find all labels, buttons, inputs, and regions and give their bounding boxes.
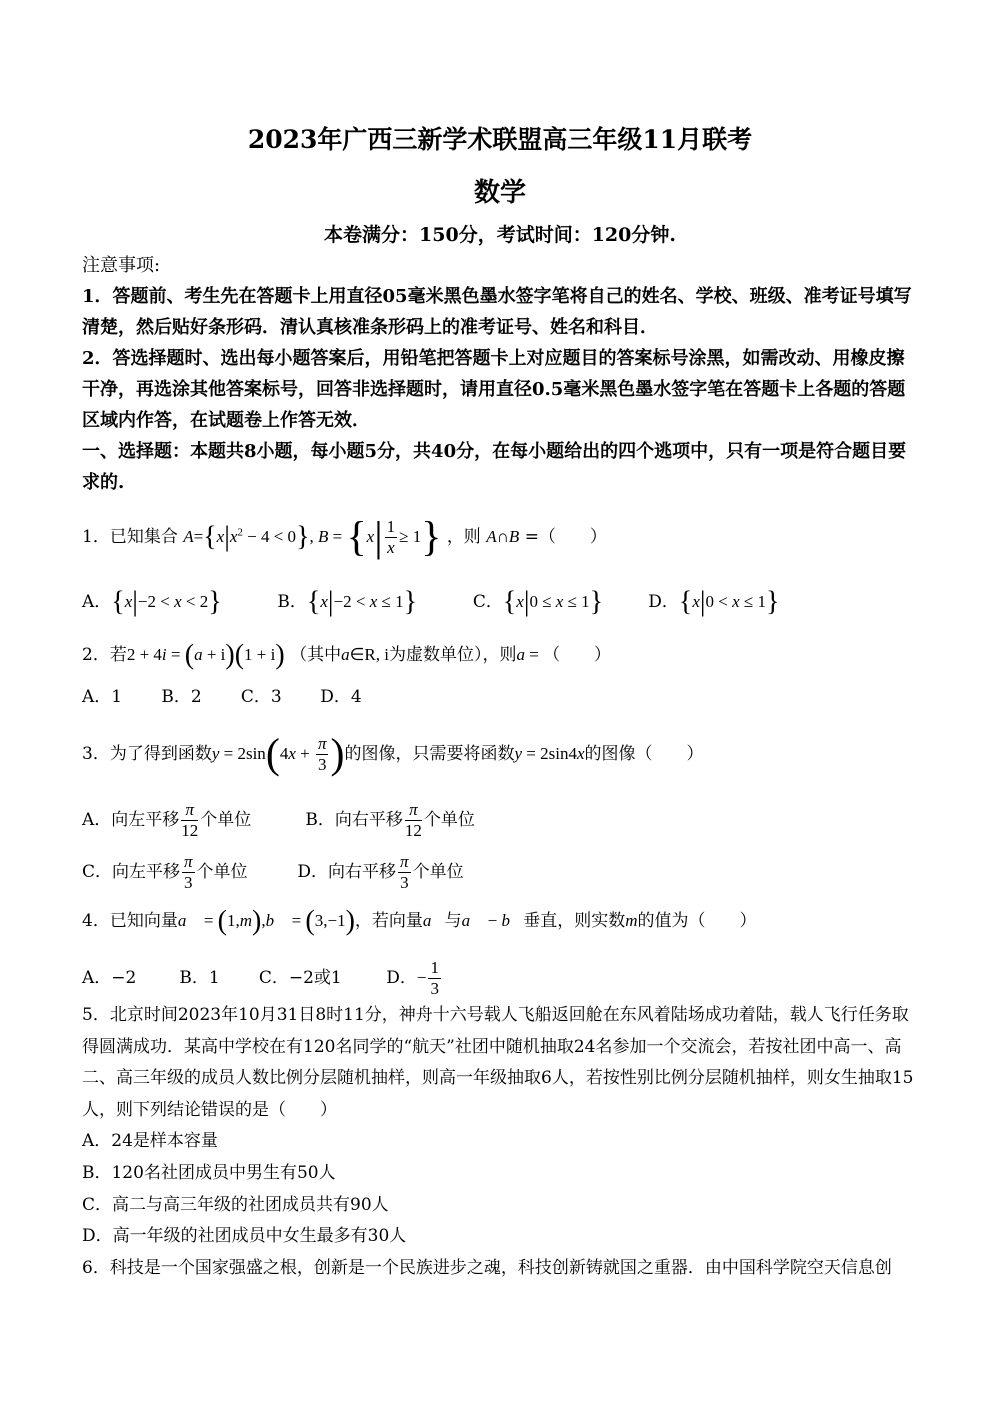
q1-option-b: B．{x|−2 < x ≤ 1} — [277, 586, 418, 618]
q1-option-a: A．{x|−2 < x < 2} — [82, 586, 222, 618]
question-3: 3．为了得到函数y = 2sin(4x + $\frac{\pi}{3}$ )的图像，只需要将函数y = 2sin4x的图像（ ） — [82, 731, 704, 778]
q1-prefix: 1．已知集合 — [82, 527, 178, 547]
note-item-2: 2．答选择题时、选出每小题答案后，用铅笔把答题卡上对应题目的答案标号涂黑，如需改动、用橡皮擦干净，再选涂其他答案标号，回答非选择题时，请用直径0.5毫米黑色墨水签字笔在答题卡上各题的答题区域内作答，在试题卷上作答无效． — [82, 348, 906, 431]
q4-option-d: D．− $\frac{1}{3}$ — [386, 958, 439, 998]
subject-title: 数学 — [473, 178, 526, 208]
notes-heading: 注意事项: — [82, 255, 161, 276]
q4-option-a: A．−2 — [82, 968, 137, 988]
q4-options — [82, 958, 443, 999]
q1-paren: =（ ） — [524, 527, 607, 547]
q3-options-ab — [82, 800, 475, 841]
q3-option-c: C．向左平移 $\frac{\pi}{3}$ 个单位 — [82, 852, 248, 892]
question-4: 4．已知向量a⃗ = (1,m),b⃗ = (3,−1)，若向量a⃗与a⃗ − b⃗垂直，则实数m的值为（ ） — [82, 905, 757, 937]
exam-info: 本卷满分：150分，考试时间：120分钟. — [324, 224, 676, 246]
q2-option-c: C．3 — [240, 687, 282, 707]
q4-option-b: B．1 — [179, 968, 220, 988]
q5-option-a: A．24是样本容量 — [82, 1131, 218, 1151]
q2-option-b: B．2 — [161, 687, 202, 707]
q5-option-c: C．高二与高三年级的社团成员共有90人 — [82, 1195, 389, 1215]
exam-title: 2023年广西三新学术联盟高三年级11月联考 — [247, 125, 753, 154]
question-1: 1．已知集合 $A=\{x|x^2 - 4 < 0\}$, B = {x| $\frac{1}{x}$ ≥ 1} ，则 A∩B =（ ） — [82, 514, 607, 561]
note-item-1: 1．答题前、考生先在答题卡上用直径05毫米黑色墨水签字笔将自己的姓名、学校、班级、准考证号填写清楚，然后贴好条形码．清认真核准条形码上的准考证号、姓名和科目． — [82, 286, 912, 338]
q2-options — [82, 682, 362, 713]
q5-option-b: B．120名社团成员中男生有50人 — [82, 1163, 336, 1183]
q3-option-b: B．向右平移 $\frac{\pi}{12}$ 个单位 — [305, 800, 475, 840]
q3-option-a: A．向左平移 $\frac{\pi}{12}$ 个单位 — [82, 800, 252, 840]
q2-option-d: D．4 — [320, 687, 362, 707]
q1-set-a: A — [183, 527, 194, 546]
q4-option-c: C．−2或1 — [258, 968, 342, 988]
q1-option-d: D．{x|0 < x ≤ 1} — [648, 586, 780, 618]
q1-options — [82, 586, 779, 618]
question-6-stem: 6．科技是一个国家强盛之根，创新是一个民族进步之魂，科技创新铸就国之重器．由中国科学院空天信息创 — [82, 1258, 892, 1278]
q3-option-d: D．向右平移 $\frac{\pi}{3}$ 个单位 — [297, 852, 464, 892]
q3-options-cd — [82, 852, 464, 893]
question-5-stem: 5．北京时间2023年10月31日8时11分，神舟十六号载人飞船返回舱在东风着陆场成功着陆，载人飞行任务取得圆满成功．某高中学校在有120名同学的“航天”社团中随机抽取24名参加一个交流会，若按社团中高一、高二、高三年级的成员人数比例分层随机抽样，则高一年级抽取6人，若按性别比例分层随机抽样，则女生抽取15人，则下列结论错误的是（ ） — [82, 1005, 914, 1120]
q5-option-d: D．高一年级的社团成员中女生最多有30人 — [82, 1226, 407, 1246]
q2-option-a: A．1 — [82, 687, 123, 707]
q1-fraction: $\frac{1}{x}$ — [386, 517, 396, 557]
question-2: 2．若2 + 4i = (a + i)(1 + i) （其中a∈R, i为虚数单位），则a = （ ） — [82, 639, 612, 671]
section-1-heading: 一、选择题：本题共8小题，每小题5分，共40分，在每小题给出的四个逃项中，只有一项是符合题目要求的. — [82, 441, 907, 493]
q1-suffix: ，则 — [446, 527, 481, 547]
q1-option-c: C．{x|0 ≤ x ≤ 1} — [472, 586, 604, 618]
